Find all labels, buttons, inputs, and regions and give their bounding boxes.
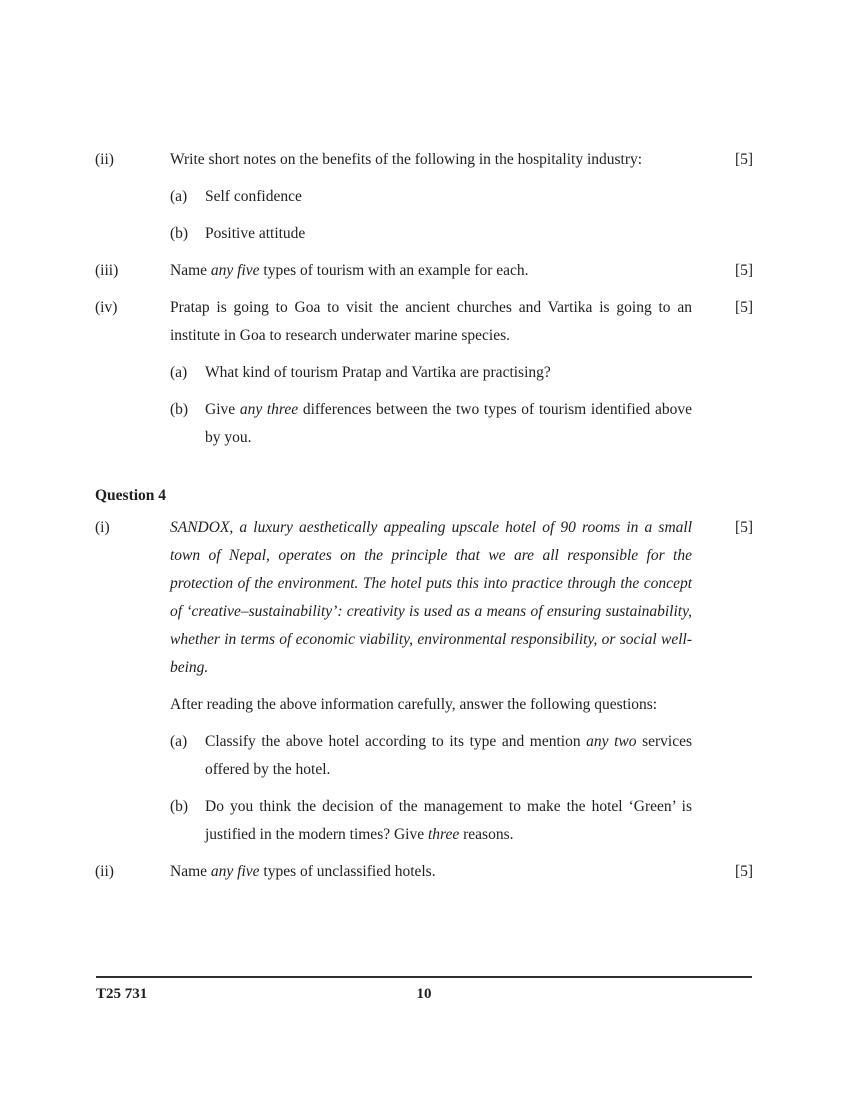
question-row-ii — [95, 146, 757, 248]
sub-item-marker: (b) — [170, 401, 189, 418]
item-number: (ii) — [95, 863, 114, 880]
sub-item-marker: (a) — [170, 188, 188, 205]
marks-badge: [5] — [735, 151, 754, 168]
item-text: Pratap is going to Goa to visit the ancient churches and Vartika is going to an institute in Goa to research underwater marine species. — [170, 299, 692, 344]
item-text: Write short notes on the benefits of the following in the hospitality industry: — [170, 151, 643, 168]
item-text — [170, 257, 692, 285]
marks-badge: [5] — [735, 863, 754, 880]
text-segment: services offered by the hotel. — [205, 733, 693, 778]
item-number: (iii) — [95, 262, 119, 279]
sub-item-text: What kind of tourism Pratap and Vartika are practising? — [205, 364, 551, 381]
text-segment-italic: any two — [586, 733, 637, 750]
item-body — [170, 514, 692, 849]
item-body — [170, 257, 692, 285]
text-segment: Do you think the decision of the management to make the hotel ‘Green’ is justified in the modern times? Give — [205, 798, 692, 843]
question-row-iv — [95, 294, 757, 452]
sub-item-b — [170, 793, 692, 849]
item-text: After reading the above information carefully, answer the following questions: — [170, 696, 658, 713]
sub-item-a — [170, 728, 692, 784]
sub-item-a — [170, 183, 692, 211]
case-study-text: SANDOX, a luxury aesthetically appealing upscale hotel of 90 rooms in a small town of Nepal, operates on the principle that we are all responsible for the protection of the environment. The hotel puts this into practice through the concept of ‘creative–sustainability’: creativity is used as a means of ensuring sustainability, whether in terms of economic viability, environmental responsibility, or social well-being. — [170, 519, 692, 676]
marks-badge: [5] — [735, 262, 754, 279]
marks-badge: [5] — [735, 299, 754, 316]
item-body — [170, 294, 692, 452]
sub-item-text: Positive attitude — [205, 225, 306, 242]
text-segment-italic: any three — [239, 401, 299, 418]
text-segment: Classify the above hotel according to its type and mention — [205, 733, 587, 750]
sub-item-text — [205, 728, 692, 784]
item-number: (iv) — [95, 299, 118, 316]
sub-item-b — [170, 220, 692, 248]
sub-item-marker: (b) — [170, 798, 189, 815]
page-number: 10 — [416, 986, 432, 1002]
page-footer — [96, 976, 752, 1003]
text-segment-italic: any five — [210, 863, 260, 880]
sub-item-marker: (a) — [170, 733, 188, 750]
sub-item-marker: (b) — [170, 225, 189, 242]
item-text — [170, 858, 692, 886]
sub-item-text — [205, 793, 692, 849]
item-body — [170, 858, 692, 886]
question-row-q4-ii — [95, 858, 757, 886]
item-number: (ii) — [95, 151, 114, 168]
text-segment: Give — [205, 401, 240, 418]
item-body — [170, 146, 692, 248]
text-segment-italic: any five — [210, 262, 260, 279]
question-heading: Question 4 — [95, 487, 167, 504]
text-segment: Name — [170, 262, 211, 279]
marks-badge: [5] — [735, 519, 754, 536]
question-row-q4-i — [95, 514, 757, 849]
text-segment-italic: three — [427, 826, 460, 843]
sub-item-b — [170, 396, 692, 452]
text-segment: Name — [170, 863, 211, 880]
item-number: (i) — [95, 519, 110, 536]
sub-item-text — [205, 396, 692, 452]
question-row-iii — [95, 257, 757, 285]
page-content — [95, 146, 757, 895]
text-segment: types of tourism with an example for each. — [259, 262, 529, 279]
sub-item-marker: (a) — [170, 364, 188, 381]
text-segment: differences between the two types of tourism identified above by you. — [205, 401, 692, 446]
sub-item-a — [170, 359, 692, 387]
text-segment: types of unclassified hotels. — [259, 863, 436, 880]
sub-item-text: Self confidence — [205, 188, 302, 205]
paper-code: T25 731 — [96, 986, 148, 1002]
text-segment: reasons. — [459, 826, 514, 843]
